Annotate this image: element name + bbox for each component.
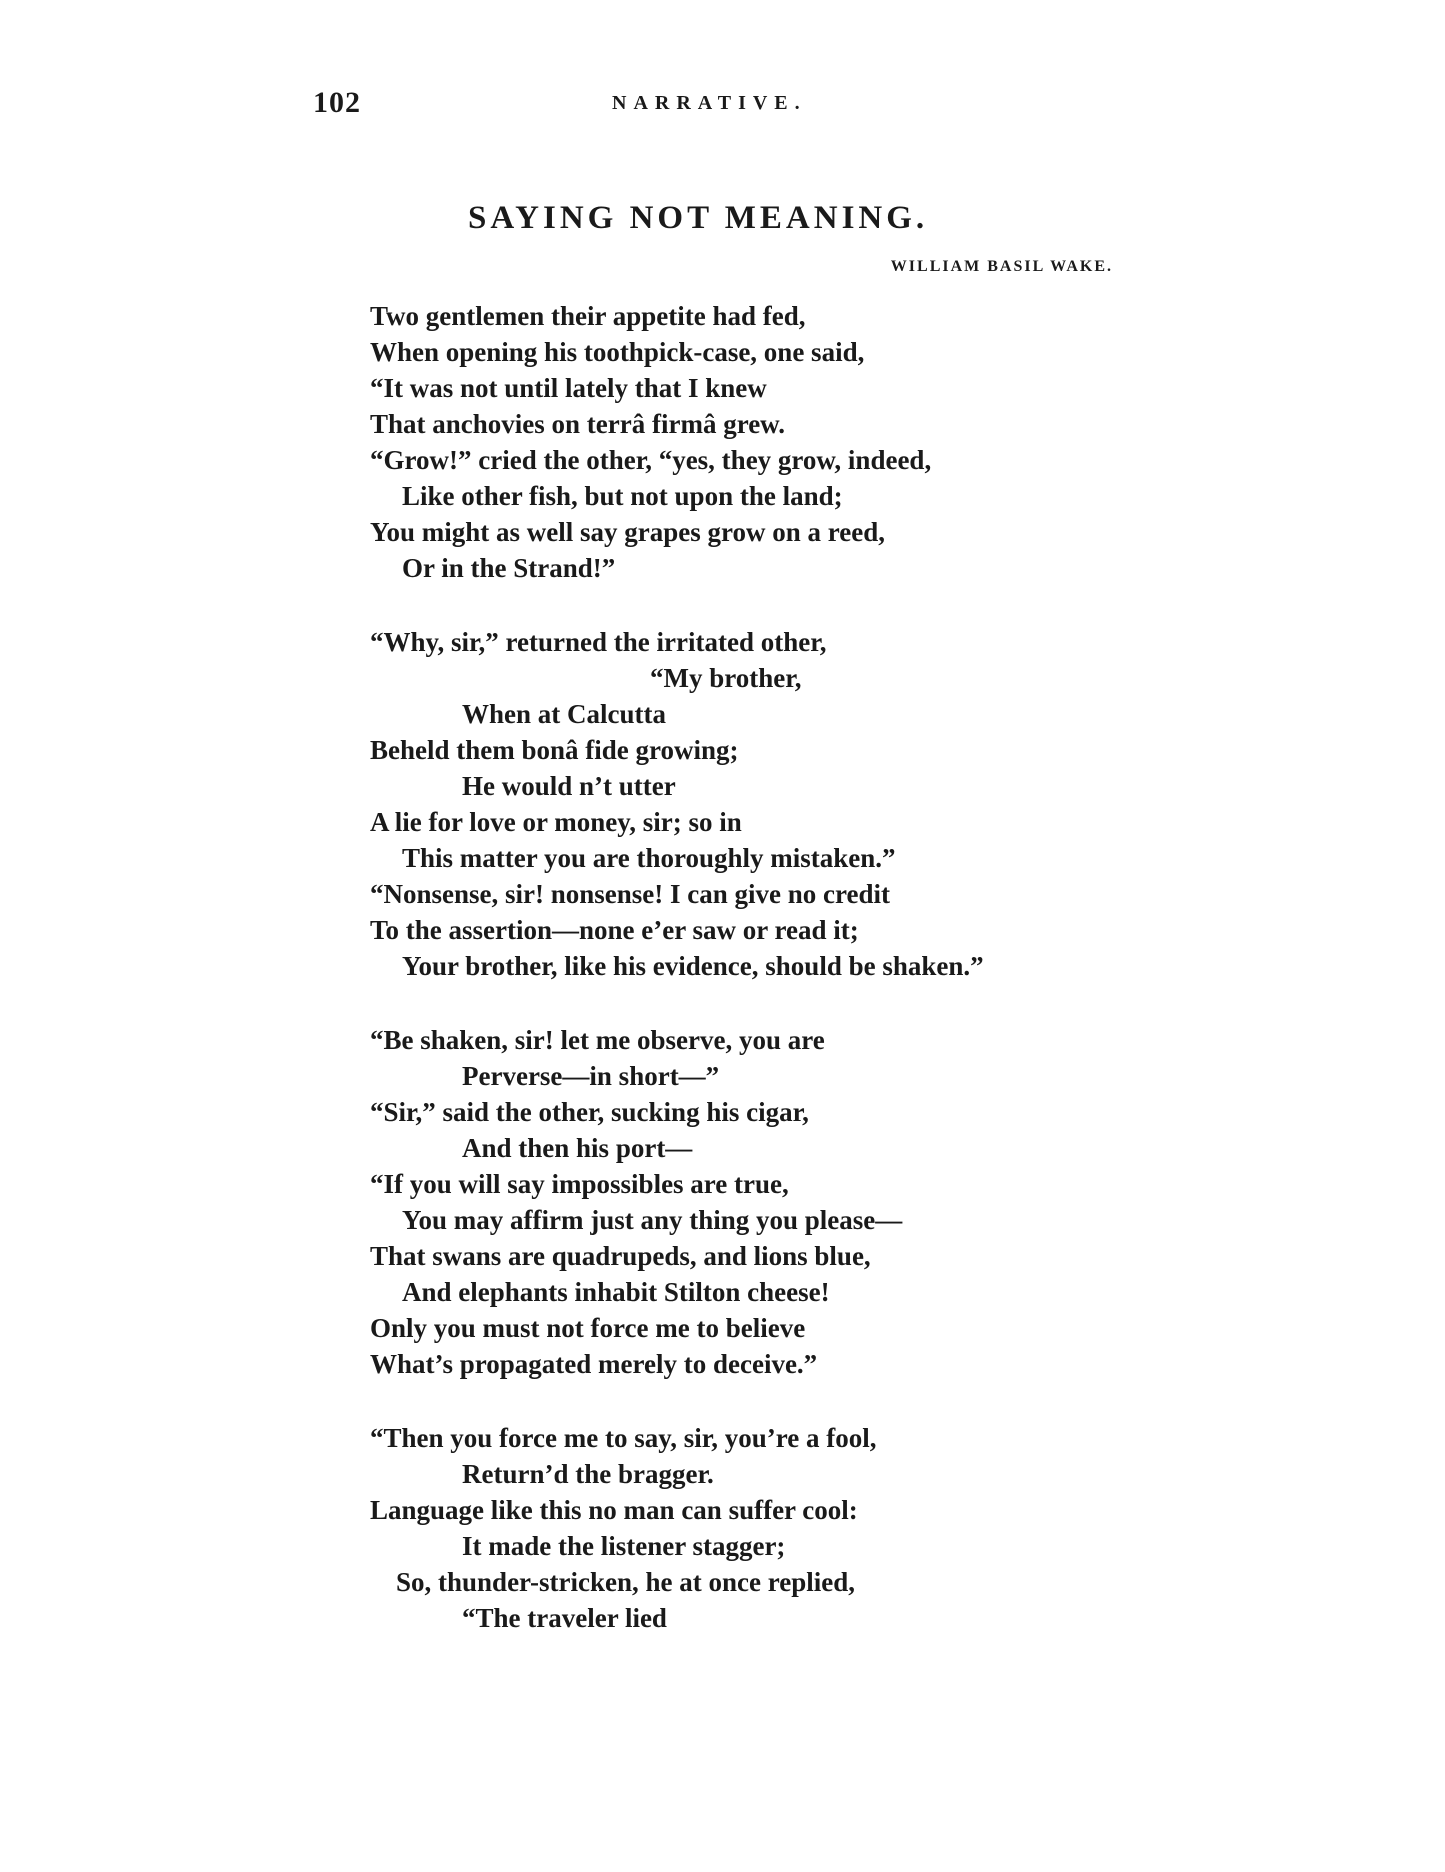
poem-stanza — [370, 1420, 1130, 1636]
poem-line: And then his port— — [462, 1133, 693, 1163]
poem-line: It made the listener stagger; — [462, 1531, 786, 1561]
poem-line: When at Calcutta — [462, 699, 666, 729]
poem-line: Your brother, like his evidence, should be shaken.” — [402, 951, 984, 981]
poem-line: That swans are quadrupeds, and lions blue, — [370, 1241, 871, 1271]
poem-line: When opening his toothpick-case, one said, — [370, 337, 865, 367]
poem-line: Two gentlemen their appetite had fed, — [370, 301, 806, 331]
poem-line: Like other fish, but not upon the land; — [402, 481, 843, 511]
poem-line: “Be shaken, sir! let me observe, you are — [370, 1025, 825, 1055]
poem-line: “Then you force me to say, sir, you’re a fool, — [370, 1423, 877, 1453]
poem-line: You might as well say grapes grow on a reed, — [370, 517, 886, 547]
poem-line: A lie for love or money, sir; so in — [370, 807, 742, 837]
poem-line: That anchovies on terrâ firmâ grew. — [370, 409, 785, 439]
poem-stanza — [370, 624, 1130, 984]
poem-author: WILLIAM BASIL WAKE. — [890, 258, 1113, 275]
poem-line: “My brother, — [650, 663, 802, 693]
poem-line: And elephants inhabit Stilton cheese! — [402, 1277, 830, 1307]
poem-title: SAYING NOT MEANING. — [468, 200, 929, 236]
poem-line: Language like this no man can suffer cool: — [370, 1495, 858, 1525]
running-head: NARRATIVE. — [612, 92, 807, 114]
poem-line: What’s propagated merely to deceive.” — [370, 1349, 818, 1379]
poem-stanza — [370, 298, 1130, 586]
poem-stanza — [370, 1022, 1130, 1382]
poem-line: Return’d the bragger. — [462, 1459, 714, 1489]
poem-line: “The traveler lied — [462, 1603, 667, 1633]
poem-line: “Sir,” said the other, sucking his cigar, — [370, 1097, 809, 1127]
poem-line: Or in the Strand!” — [402, 553, 616, 583]
poem-line: Only you must not force me to believe — [370, 1313, 806, 1343]
poem-line: “Grow!” cried the other, “yes, they grow, indeed, — [370, 445, 932, 475]
poem-line: So, thunder-stricken, he at once replied, — [396, 1567, 855, 1597]
poem-line: You may affirm just any thing you please— — [402, 1205, 903, 1235]
poem-line: “Why, sir,” returned the irritated other, — [370, 627, 827, 657]
poem-line: “Nonsense, sir! nonsense! I can give no credit — [370, 879, 891, 909]
poem-line: Perverse—in short—” — [462, 1061, 720, 1091]
page-number: 102 — [313, 86, 361, 119]
poem-line: To the assertion—none e’er saw or read it; — [370, 915, 859, 945]
poem-line: Beheld them bonâ fide growing; — [370, 735, 739, 765]
poem-line: “If you will say impossibles are true, — [370, 1169, 789, 1199]
poem-line: He would n’t utter — [462, 771, 676, 801]
poem-line: This matter you are thoroughly mistaken.” — [402, 843, 896, 873]
poem-body — [370, 298, 1130, 1674]
poem-line: “It was not until lately that I knew — [370, 373, 767, 403]
